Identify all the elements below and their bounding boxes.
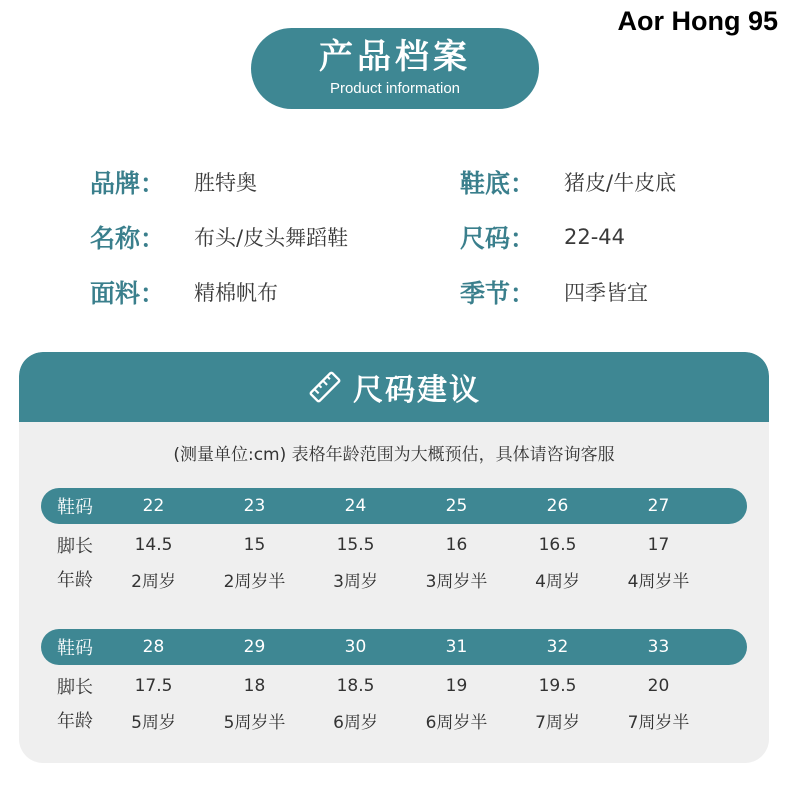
size-row-label: 鞋码 bbox=[57, 638, 93, 659]
header-title-en: Product information bbox=[329, 80, 461, 97]
note-highlight-text: 表格年龄范围为大概预估 bbox=[291, 445, 479, 465]
size-row bbox=[41, 629, 747, 665]
age-label: 年龄 bbox=[57, 570, 93, 591]
age-cell: 5周岁半 bbox=[223, 712, 286, 733]
foot-length-cell: 18.5 bbox=[336, 676, 375, 696]
foot-length-cell: 17 bbox=[647, 535, 670, 555]
size-table-1 bbox=[41, 488, 747, 596]
age-cell: 2周岁 bbox=[131, 571, 176, 592]
info-row-name bbox=[90, 217, 348, 257]
age-row bbox=[41, 703, 747, 737]
foot-length-cell: 19.5 bbox=[538, 676, 577, 696]
size-cell: 31 bbox=[445, 637, 468, 657]
foot-length-cell: 15.5 bbox=[336, 535, 375, 555]
header-title-cn: 产品档案 bbox=[319, 37, 471, 77]
age-cell: 7周岁 bbox=[535, 712, 580, 733]
note-prefix: (测量单位:cm) bbox=[173, 445, 287, 465]
age-row bbox=[41, 562, 747, 596]
foot-length-row bbox=[41, 669, 747, 703]
info-key-sole: 鞋底： bbox=[460, 169, 536, 198]
info-value-name: 布头/皮头舞蹈鞋 bbox=[194, 226, 349, 250]
age-cell: 3周岁半 bbox=[425, 571, 488, 592]
size-suggestion-title: 尺码建议 bbox=[353, 373, 481, 408]
note-suffix: ，具体请咨询客服 bbox=[478, 445, 615, 465]
foot-length-label: 脚长 bbox=[57, 677, 93, 698]
info-key-season: 季节： bbox=[460, 279, 536, 308]
size-cell: 32 bbox=[546, 637, 569, 657]
size-cell: 25 bbox=[445, 496, 468, 516]
size-cell: 22 bbox=[142, 496, 165, 516]
age-cell: 5周岁 bbox=[131, 712, 176, 733]
foot-length-cell: 18 bbox=[243, 676, 266, 696]
info-row-sole bbox=[460, 162, 676, 202]
age-cell: 2周岁半 bbox=[223, 571, 286, 592]
product-info-header bbox=[251, 28, 539, 109]
info-value-brand: 胜特奥 bbox=[194, 171, 257, 195]
info-row-fabric bbox=[90, 272, 278, 312]
ruler-icon bbox=[307, 369, 343, 405]
size-cell: 27 bbox=[647, 496, 670, 516]
size-cell: 28 bbox=[142, 637, 165, 657]
foot-length-cell: 17.5 bbox=[134, 676, 173, 696]
note-highlight bbox=[292, 440, 479, 465]
info-value-season: 四季皆宜 bbox=[564, 281, 648, 305]
size-suggestion-header bbox=[19, 352, 769, 422]
info-row-brand bbox=[90, 162, 257, 202]
info-row-size bbox=[460, 217, 625, 257]
info-key-brand: 品牌： bbox=[90, 169, 166, 198]
foot-length-row bbox=[41, 528, 747, 562]
size-cell: 29 bbox=[243, 637, 266, 657]
measurement-note bbox=[19, 440, 769, 465]
size-cell: 23 bbox=[243, 496, 266, 516]
foot-length-cell: 16 bbox=[445, 535, 468, 555]
size-cell: 26 bbox=[546, 496, 569, 516]
foot-length-cell: 19 bbox=[445, 676, 468, 696]
size-cell: 33 bbox=[647, 637, 670, 657]
foot-length-cell: 15 bbox=[243, 535, 266, 555]
foot-length-cell: 14.5 bbox=[134, 535, 173, 555]
foot-length-cell: 16.5 bbox=[538, 535, 577, 555]
foot-length-cell: 20 bbox=[647, 676, 670, 696]
age-cell: 4周岁半 bbox=[627, 571, 690, 592]
info-key-fabric: 面料： bbox=[90, 279, 166, 308]
size-row bbox=[41, 488, 747, 524]
foot-length-label: 脚长 bbox=[57, 536, 93, 557]
info-key-size: 尺码： bbox=[460, 224, 536, 253]
info-row-season bbox=[460, 272, 648, 312]
age-cell: 6周岁 bbox=[333, 712, 378, 733]
age-cell: 6周岁半 bbox=[425, 712, 488, 733]
size-suggestion-panel bbox=[19, 352, 769, 763]
age-cell: 4周岁 bbox=[535, 571, 580, 592]
info-value-sole: 猪皮/牛皮底 bbox=[564, 171, 677, 195]
size-cell: 24 bbox=[344, 496, 367, 516]
age-cell: 7周岁半 bbox=[627, 712, 690, 733]
watermark-text: Aor Hong 95 bbox=[617, 6, 778, 36]
size-table-2 bbox=[41, 629, 747, 737]
info-value-size: 22-44 bbox=[564, 225, 626, 249]
info-value-fabric: 精棉帆布 bbox=[194, 281, 278, 305]
age-label: 年龄 bbox=[57, 711, 93, 732]
age-cell: 3周岁 bbox=[333, 571, 378, 592]
size-cell: 30 bbox=[344, 637, 367, 657]
info-key-name: 名称： bbox=[90, 224, 166, 253]
size-row-label: 鞋码 bbox=[57, 497, 93, 518]
